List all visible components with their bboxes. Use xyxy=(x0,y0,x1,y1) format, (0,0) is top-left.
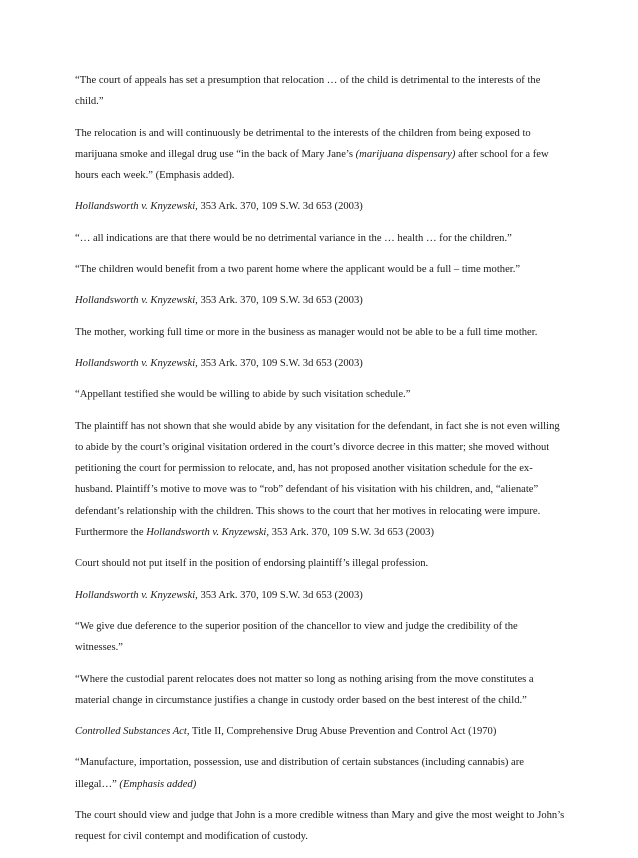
text-run: after school for a few hours each week.” (Emphasis added). xyxy=(75,148,549,182)
case-name: Hollandsworth v. Knyzewski, xyxy=(75,357,198,369)
quote-two-parent-home xyxy=(75,259,565,280)
case-citation xyxy=(75,585,565,606)
italic-text-run: (marijuana dispensary) xyxy=(355,148,456,160)
text-run: The mother, working full time or more in the business as manager would not be able to be a full time mother. xyxy=(75,326,538,338)
quote-custodial-parent xyxy=(75,669,565,712)
quote-due-deference xyxy=(75,616,565,659)
text-run: The court should view and judge that John is a more credible witness than Mary and give the most weight to John’s request for civil contempt and modification of custody. xyxy=(75,810,565,843)
text-run: “… all indications are that there would be no detrimental variance in the … health … for the children.” xyxy=(75,232,512,244)
quote-presumption xyxy=(75,70,565,113)
case-name: Hollandsworth v. Knyzewski, xyxy=(75,201,198,213)
text-run: “Where the custodial parent relocates does not matter so long as nothing arising from the move constitutes a material change in circumstance justifies a change in custody order based on the best interest of the child.” xyxy=(75,673,534,706)
illegal-profession-argument xyxy=(75,553,565,574)
case-name: Hollandsworth v. Knyzewski, xyxy=(75,589,198,601)
text-run: Court should not put itself in the position of endorsing plaintiff’s illegal profession. xyxy=(75,558,429,570)
citation-reference: 353 Ark. 370, 109 S.W. 3d 653 (2003) xyxy=(197,201,363,213)
statute-name: Controlled Substances Act, xyxy=(75,726,190,738)
case-name: Hollandsworth v. Knyzewski, xyxy=(75,295,198,307)
quote-controlled-substances xyxy=(75,752,565,795)
citation-reference: 353 Ark. 370, 109 S.W. 3d 653 (2003) xyxy=(197,589,363,601)
text-run: The plaintiff has not shown that she would abide by any visitation for the defendant, in fact she is not even willing to abide by the court’s original visitation ordered in the court’s divorce decree in this matter; she moved without petitioning the court for permission to relocate, and, has not proposed another visitation schedule for the ex-husband. Plaintiff’s motive to move was to “rob” defendant of his visitation with his children, and, “alienate” defendant’s relationship with the children. This shows to the court that her motives in relocating were impure. Furthermore the xyxy=(75,420,560,539)
statute-citation xyxy=(75,721,565,742)
statute-reference: Title II, Comprehensive Drug Abuse Prevention and Control Act (1970) xyxy=(189,726,497,738)
document-body xyxy=(75,70,565,858)
text-run: “Appellant testified she would be willing to abide by such visitation schedule.” xyxy=(75,389,411,401)
text-run: “Manufacture, importation, possession, use and distribution of certain substances (including cannabis) are illegal…” xyxy=(75,757,524,790)
visitation-argument xyxy=(75,416,565,544)
quote-detrimental-variance xyxy=(75,228,565,249)
case-citation xyxy=(75,196,565,217)
case-citation xyxy=(75,290,565,311)
text-run: The relocation is and will continuously be detrimental to the interests of the children from being exposed to marijuana smoke and illegal drug use “in the back of Mary Jane’s xyxy=(75,127,531,160)
citation-reference: 353 Ark. 370, 109 S.W. 3d 653 (2003) xyxy=(269,527,435,539)
emphasis-note: (Emphasis added) xyxy=(119,778,197,790)
text-run: “The court of appeals has set a presumption that relocation … of the child is detrimental to the interests of the child.” xyxy=(75,75,541,108)
case-citation xyxy=(75,353,565,374)
mother-working-argument xyxy=(75,322,565,343)
relocation-argument xyxy=(75,123,565,187)
conclusion-paragraph xyxy=(75,805,565,848)
text-run: “We give due deference to the superior position of the chancellor to view and judge the credibility of the witnesses.” xyxy=(75,620,518,654)
citation-reference: 353 Ark. 370, 109 S.W. 3d 653 (2003) xyxy=(197,295,363,307)
quote-visitation-schedule xyxy=(75,384,565,405)
citation-reference: 353 Ark. 370, 109 S.W. 3d 653 (2003) xyxy=(197,357,363,369)
case-name: Hollandsworth v. Knyzewski, xyxy=(146,527,270,539)
text-run: “The children would benefit from a two parent home where the applicant would be a full – time mother.” xyxy=(75,264,521,276)
